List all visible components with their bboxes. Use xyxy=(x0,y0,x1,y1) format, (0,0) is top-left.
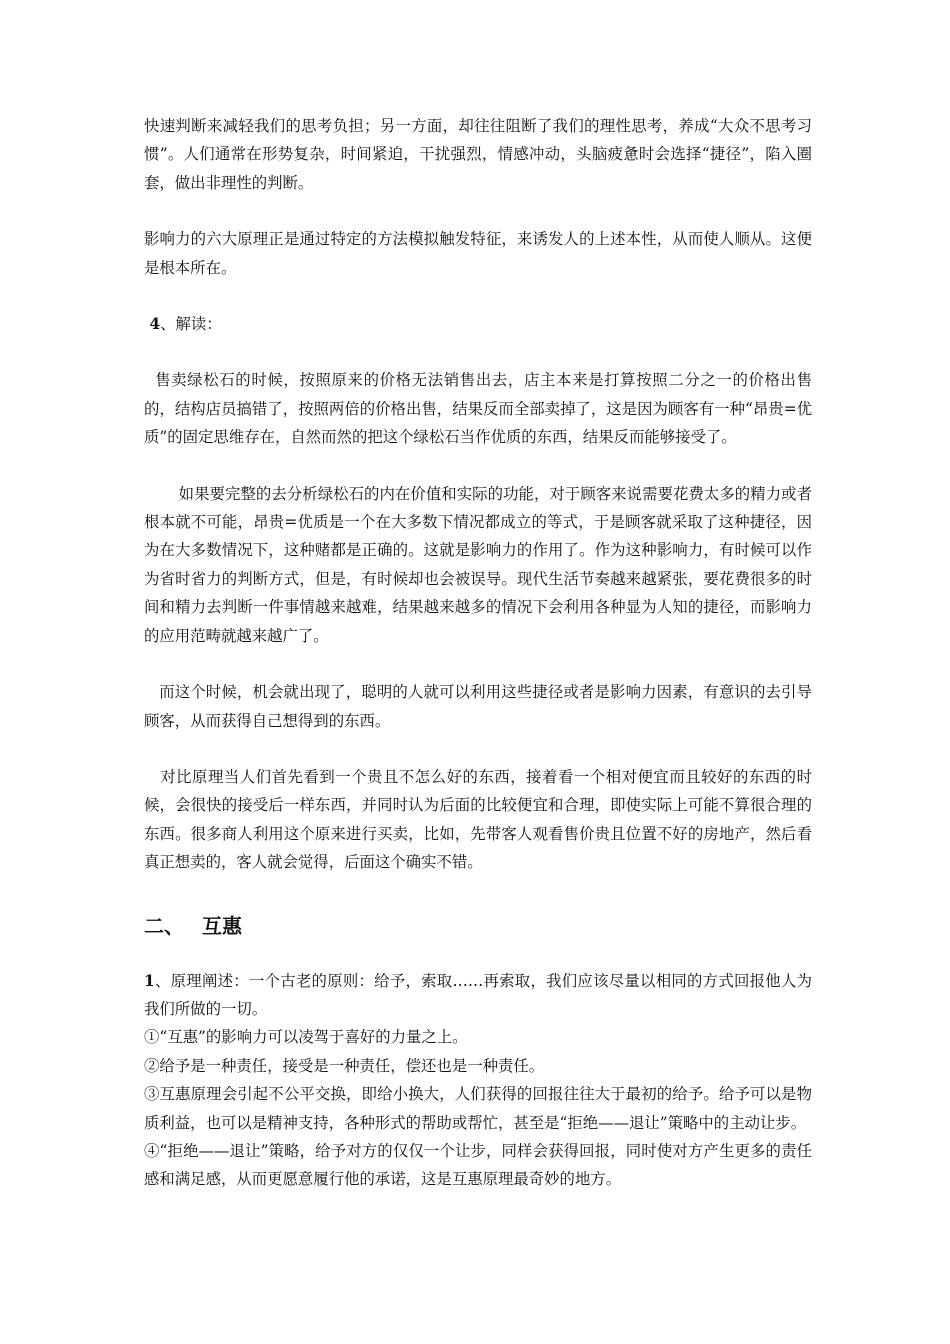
interpretation-label: 、解读： xyxy=(160,315,222,334)
intro-text: 、原理阐述：一个古老的原则：给予，索取……再索取，我们应该尽量以相同的方式回报他人为我们所做的一切。 xyxy=(144,971,812,1018)
paragraph-cognitive-shortcuts: 快速判断来减轻我们的思考负担；另一方面，却往往阻断了我们的理性思考，养成“大众不思考习惯”。人们通常在形势复杂，时间紧迫，干扰强烈，情感冲动，头脑疲惫时会选择“捷径”，陷入圈套，做出非理性的判断。 xyxy=(144,117,812,192)
list-item: ①“互惠”的影响力可以凌驾于喜好的力量之上。 xyxy=(144,1028,468,1047)
section-title: 互惠 xyxy=(202,913,242,938)
paragraph-opportunity: 而这个时候，机会就出现了，聪明的人就可以利用这些捷径或者是影响力因素，有意识的去引导顾客，从而获得自己想得到的东西。 xyxy=(144,683,812,730)
paragraph-contrast-principle: 对比原理当人们首先看到一个贵且不怎么好的东西，接着看一个相对便宜而且较好的东西的时候，会很快的接受后一样东西，并同时认为后面的比较便宜和合理，即使实际上可能不算很合理的东西。很多商人利用这个原来进行买卖，比如，先带客人观看售价贵且位置不好的房地产，然后看真正想卖的，客人就会觉得，后面这个确实不错。 xyxy=(144,767,812,872)
list-item: ④“拒绝——退让”策略，给予对方的仅仅一个让步，同样会获得回报，同时使对方产生更多的责任感和满足感，从而更愿意履行他的承诺，这是互惠原理最奇妙的地方。 xyxy=(144,1141,812,1189)
paragraph-turquoise-analysis: 如果要完整的去分析绿松石的内在价值和实际的功能，对于顾客来说需要花费太多的精力或者根本就不可能，昂贵=优质是一个在大多数下情况都成立的等式，于是顾客就采取了这种捷径，因为在大多数情况下，这种赌都是正确的。这就是影响力的作用了。作为这种影响力，有时候可以作为省时省力的判断方式，但是，有时候却也会被误导。现代生活节奏越来越紧张，要花费很多的时间和精力去判断一件事情越来越难，结果越来越多的情况下会利用各种显为人知的捷径，而影响力的应用范畴就越来越广了。 xyxy=(144,484,812,645)
intro-number: 1 xyxy=(144,971,155,990)
heading-interpretation xyxy=(144,310,812,338)
paragraph-reciprocity-intro xyxy=(144,967,812,1024)
document-page xyxy=(144,112,812,1194)
section-heading-reciprocity xyxy=(144,911,812,941)
paragraph-turquoise-story: 售卖绿松石的时候，按照原来的价格无法销售出去，店主本来是打算按照二分之一的价格出售的，结构店员搞错了，按照两倍的价格出售，结果反而全部卖掉了，这是因为顾客有一种“昂贵=优质”的固定思维存在，自然而然的把这个绿松石当作优质的东西，结果反而能够接受了。 xyxy=(144,371,812,447)
interpretation-number: 4 xyxy=(144,315,161,334)
section-number: 二、 xyxy=(144,913,184,938)
list-item: ③互惠原理会引起不公平交换，即给小换大，人们获得的回报往往大于最初的给予。给予可以是物质利益，也可以是精神支持，各种形式的帮助或帮忙，甚至是“拒绝——退让”策略中的主动让步。 xyxy=(144,1085,812,1132)
list-item: ②给予是一种责任，接受是一种责任，偿还也是一种责任。 xyxy=(144,1056,545,1075)
paragraph-six-principles: 影响力的六大原理正是通过特定的方法模拟触发特征，来诱发人的上述本性，从而使人顺从。这便是根本所在。 xyxy=(144,230,812,277)
